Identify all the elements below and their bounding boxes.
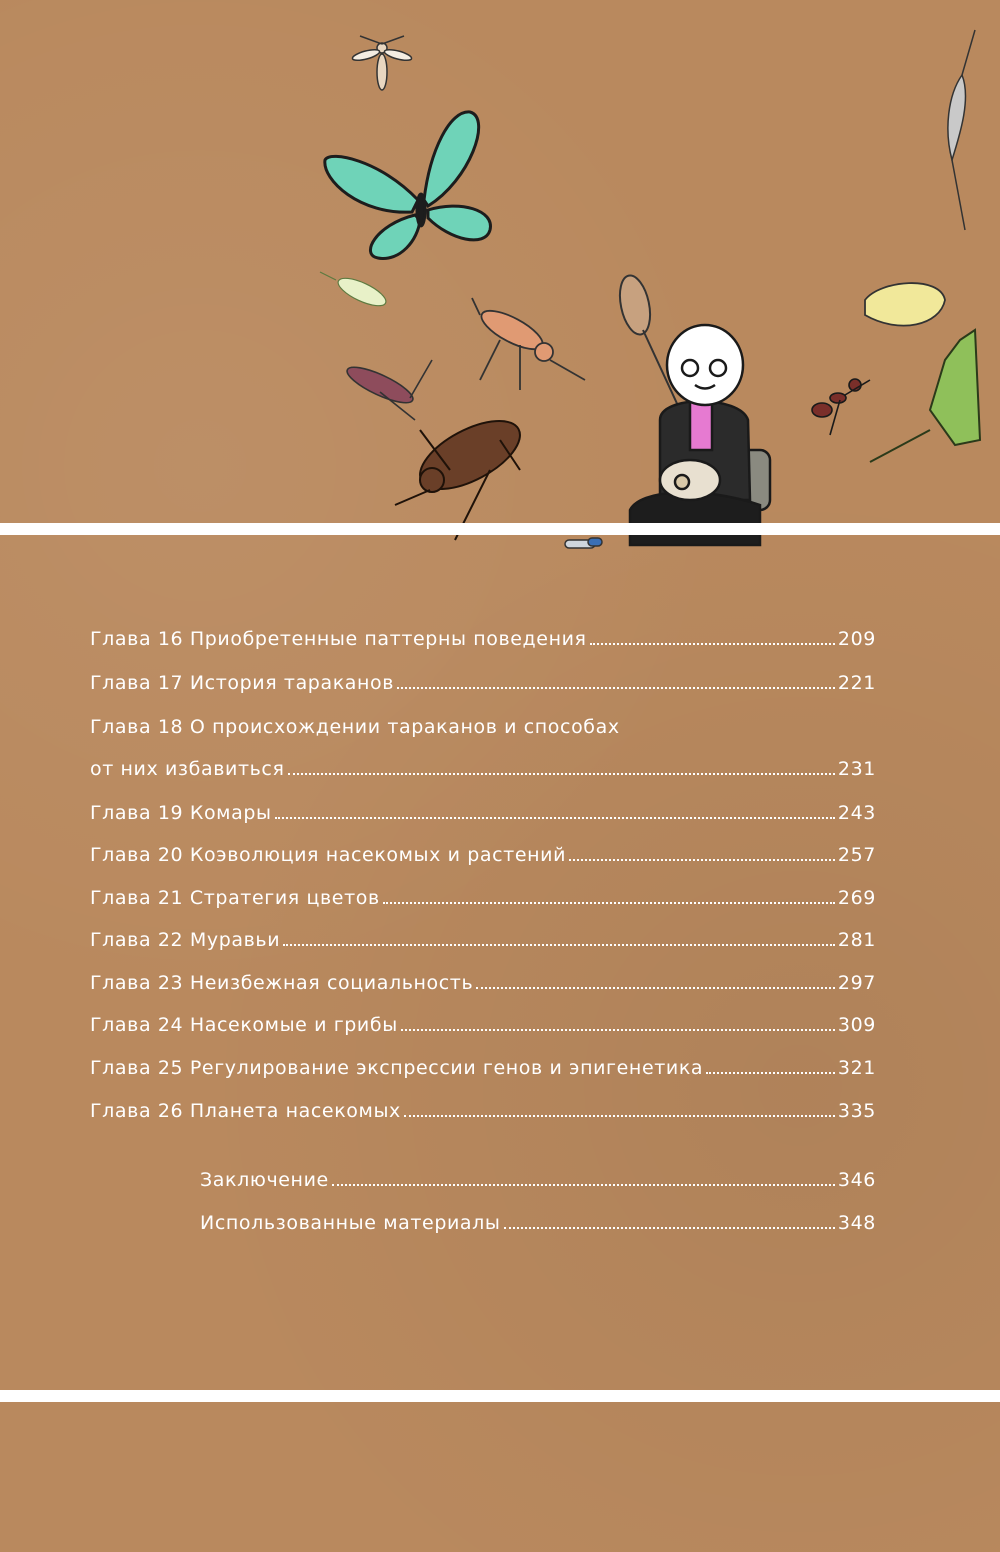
toc-entry-label: Глава 22 Муравьи — [90, 929, 281, 951]
mantis-icon — [870, 330, 980, 462]
toc-entry-page: 346 — [837, 1169, 876, 1191]
toc-extra-entry[interactable] — [200, 1169, 876, 1191]
dot-leader — [706, 1072, 835, 1074]
toc-entry[interactable] — [90, 972, 876, 994]
mosquito-icon — [351, 36, 412, 90]
dot-leader — [383, 902, 835, 904]
bug-icon — [343, 360, 432, 420]
dot-leader — [275, 817, 835, 819]
toc-entry[interactable] — [90, 672, 876, 694]
toc-entry-label: Глава 17 История тараканов — [90, 672, 395, 694]
toc-entry-page: 231 — [837, 758, 876, 780]
dot-leader — [397, 687, 835, 689]
toc-entry[interactable] — [90, 1014, 876, 1036]
scientist-character — [630, 325, 770, 545]
toc-entry-label: Глава 25 Регулирование экспрессии генов и эпигенетика — [90, 1057, 704, 1079]
toc-entry-label: Глава 21 Стратегия цветов — [90, 887, 380, 909]
toc-entry-label: Глава 18 О происхождении тараканов и способах — [90, 716, 620, 738]
dot-leader — [401, 1029, 835, 1031]
toc-entry-page: 269 — [837, 887, 876, 909]
vial-icon — [565, 538, 602, 548]
toc-entry-label: Глава 19 Комары — [90, 802, 272, 824]
silverfish-icon — [948, 30, 975, 230]
toc-entry-page: 335 — [837, 1100, 876, 1122]
toc-entry-label: Заключение — [200, 1169, 329, 1191]
toc-entry-page: 281 — [837, 929, 876, 951]
dot-leader — [476, 987, 835, 989]
toc-entry-page: 309 — [837, 1014, 876, 1036]
dot-leader — [504, 1227, 835, 1229]
dot-leader — [404, 1115, 835, 1117]
toc-entry-label: Глава 26 Планета насекомых — [90, 1100, 401, 1122]
moth-icon — [865, 283, 945, 326]
toc-entry-page: 321 — [837, 1057, 876, 1079]
lacewing-icon — [320, 272, 389, 311]
grasshopper-icon — [472, 298, 585, 390]
white-band-bottom — [0, 1390, 1000, 1402]
toc-entry-page: 221 — [837, 672, 876, 694]
toc-entry[interactable] — [90, 844, 876, 866]
dot-leader — [288, 773, 835, 775]
toc-extra-entry[interactable] — [200, 1212, 876, 1234]
toc-entry-page: 348 — [837, 1212, 876, 1234]
toc-entry-page: 243 — [837, 802, 876, 824]
toc-entry-label: Глава 24 Насекомые и грибы — [90, 1014, 398, 1036]
toc-entry[interactable] — [90, 758, 876, 780]
toc-entry[interactable] — [90, 929, 876, 951]
toc-entry[interactable] — [90, 887, 876, 909]
toc-entry[interactable] — [90, 1100, 876, 1122]
ant-icon — [812, 379, 870, 435]
toc-entry[interactable] — [90, 628, 876, 650]
dot-leader — [569, 859, 835, 861]
toc-entry-line1[interactable] — [90, 716, 620, 738]
toc-entry-label-cont: от них избавиться — [90, 758, 285, 780]
butterfly-net-icon — [615, 273, 680, 410]
toc-entry-page: 257 — [837, 844, 876, 866]
insect-illustration — [0, 0, 1000, 560]
toc-entry-label: Глава 23 Неизбежная социальность — [90, 972, 474, 994]
toc-entry-label: Глава 20 Коэволюция насекомых и растений — [90, 844, 567, 866]
dot-leader — [283, 944, 835, 946]
butterfly-icon — [325, 112, 491, 259]
toc-entry-label: Глава 16 Приобретенные паттерны поведения — [90, 628, 587, 650]
cockroach-icon — [395, 407, 530, 540]
toc-entry-label: Использованные материалы — [200, 1212, 501, 1234]
toc-entry-page: 209 — [837, 628, 876, 650]
white-band-top — [0, 523, 1000, 535]
toc-entry-page: 297 — [837, 972, 876, 994]
dot-leader — [332, 1184, 835, 1186]
toc-entry[interactable] — [90, 802, 876, 824]
dot-leader — [590, 643, 835, 645]
toc-entry[interactable] — [90, 1057, 876, 1079]
